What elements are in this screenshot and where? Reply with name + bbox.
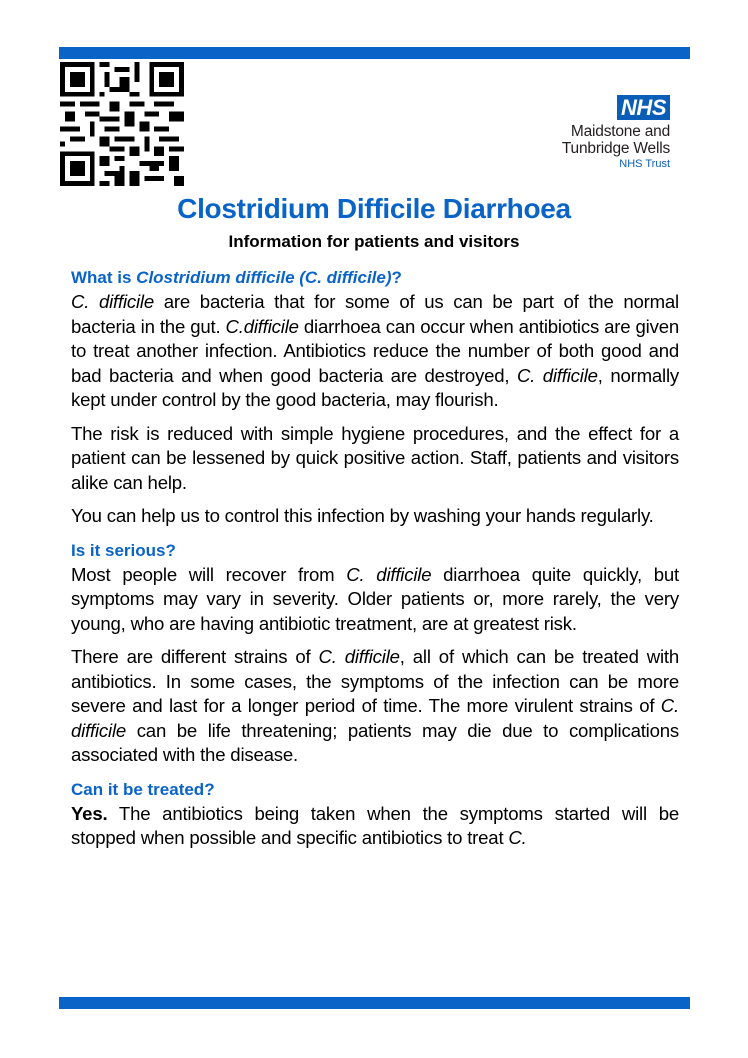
- section-heading-is-it-serious: Is it serious?: [71, 540, 176, 560]
- paragraph: The risk is reduced with simple hygiene procedures, and the effect for a patient can be lessened by quick positive action. Staff, patients and visitors alike can help.: [71, 422, 679, 493]
- nhs-trust-logo: [530, 95, 670, 171]
- trust-name-line3: NHS Trust: [619, 158, 670, 170]
- document-body: [71, 266, 679, 851]
- paragraph: You can help us to control this infection by washing your hands regularly.: [71, 505, 654, 526]
- paragraph: C. difficile are bacteria that for some of us can be part of the normal bacteria in the gut. C.difficile diarrhoea can occur when antibiotics are given to treat another infection. Antibiotics reduce the number of both good and bad bacteria and when good bacteria are destroyed, C. difficile, normally kept under control by the good bacteria, may flourish.: [71, 291, 679, 410]
- paragraph: There are different strains of C. difficile, all of which can be treated with antibiotics. In some cases, the symptoms of the infection can be more severe and last for a longer period of time. The more virulent strains of C. difficile can be life threatening; patients may die due to complications associated with the disease.: [71, 646, 679, 765]
- trust-name-line1: Maidstone and: [570, 123, 670, 140]
- page-title: Clostridium Difficile Diarrhoea: [177, 193, 571, 224]
- nhs-badge: NHS: [617, 95, 670, 120]
- top-rule: [59, 47, 690, 59]
- bottom-rule: [59, 997, 690, 1009]
- section-heading-what-is: What is Clostridium difficile (C. difficile)?: [71, 268, 402, 287]
- paragraph: Yes. The antibiotics being taken when the symptoms started will be stopped when possible and specific antibiotics to treat C.: [71, 802, 679, 848]
- qr-code-icon: [60, 62, 184, 186]
- page-subtitle: Information for patients and visitors: [228, 232, 520, 251]
- paragraph: Most people will recover from C. difficile diarrhoea quite quickly, but symptoms may vary in severity. Older patients or, more rarely, the very young, who are having antibiotic treatment, are at greatest risk.: [71, 563, 679, 634]
- section-heading-can-it-be-treated: Can it be treated?: [71, 779, 215, 799]
- trust-name-line2: Tunbridge Wells: [561, 140, 670, 157]
